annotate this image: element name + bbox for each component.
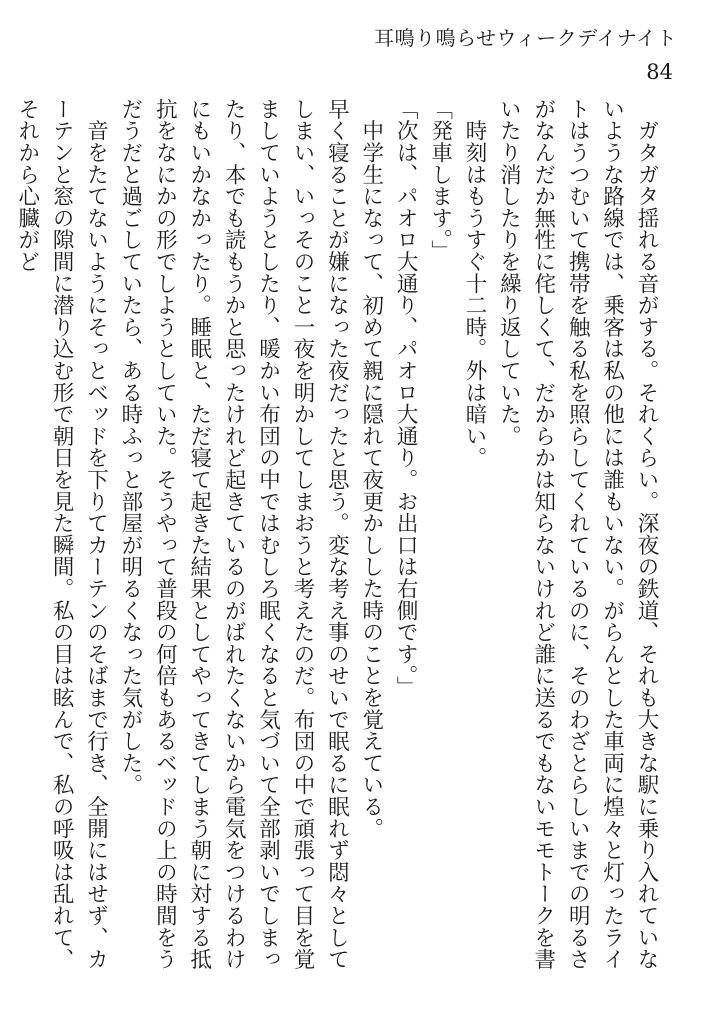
paragraph-5: 中学生になって、初めて親に隠れて夜更かしした時のことを覚えている。 [358,98,384,840]
vertical-body-text [14,98,663,978]
running-title: 耳鳴り鳴らせウィークデイナイト [374,26,677,50]
page-number: 84 [646,60,673,84]
paragraph-2: 時刻はもうすぐ十二時。外は暗い。 [461,98,487,469]
paragraph-1: ガタガタ揺れる音がする。それくらい。深夜の鉄道、それも大きな駅に乗り入れていないような路線では、乗客は私の他には誰もいない。がらんとした車両に煌々と灯ったライトはうつむいて携帯を触る私を照らしてくれているのに、そのわざとらしいまでの明るさがなんだか無性に侘しくて、だからかは知らないけれど誰に送るでもないモモトークを書いたり消したりを繰り返していた。 [496,98,659,970]
paragraph-7: 音をたてないようにそっとベッドを下りてカーテンのそばまで行き、全開にはせず、カーテンと窓の隙間に潜り込む形で朝日を見た瞬間。私の目は眩んで、私の呼吸は乱れて、それから心臓がど [14,98,109,970]
paragraph-4: 「次は、パオロ大通り、パオロ大通り。お出口は右側です。」 [393,98,419,698]
paragraph-3: 「発車します。」 [427,98,453,262]
paragraph-6: 早く寝ることが嫌になった夜だったと思う。変な考え事のせいで眠るに眠れず悶々としてしまい、いっそのこと一夜を明かしてしまおうと考えたのだ。布団の中で頑張って目を覚ましていようとしたり、暖かい布団の中ではむしろ眠くなると気づいて全部剥いでしまったり、本でも読もうかと思ったけれど起きているのがばれたくないから電気をつけるわけにもいかなかったり。睡眠と、ただ寝て起きた結果としてやってきてしまう朝に対する抵抗をなにかの形でしようとしていた。そうやって普段の何倍もあるベッドの上の時間をうだうだと過ごしていたら、ある時ふっと部屋が明るくなった気がした。 [117,98,350,970]
